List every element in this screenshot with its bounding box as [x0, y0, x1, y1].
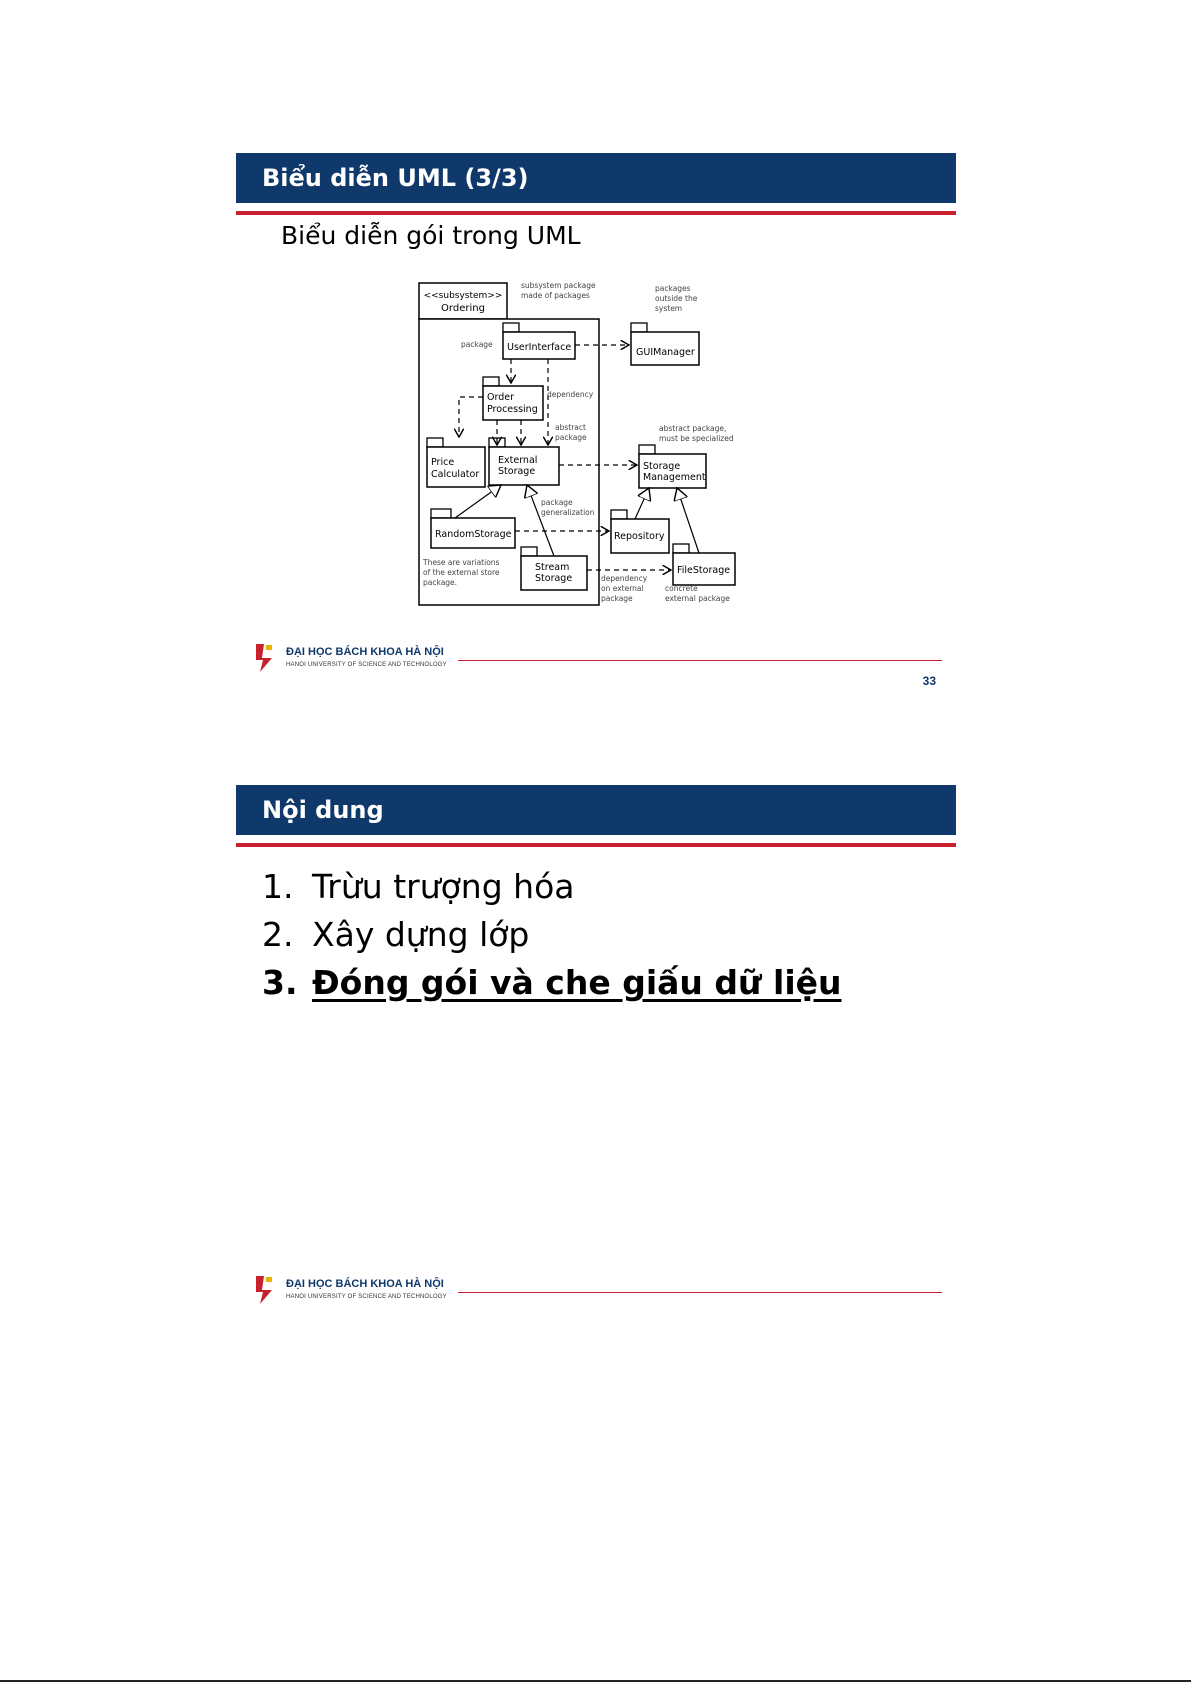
svg-text:abstract: abstract [555, 423, 586, 432]
package-storage-management [639, 445, 706, 488]
slide-title: Biểu diễn UML (3/3) [236, 153, 956, 203]
agenda-item: 1. Trừu trượng hóa [262, 867, 575, 906]
svg-text:Calculator: Calculator [431, 469, 480, 480]
university-logo-icon [254, 1274, 276, 1306]
svg-text:Price: Price [431, 457, 455, 468]
footer-divider [458, 660, 942, 661]
package-guimanager [631, 323, 699, 365]
package-filestorage [673, 544, 735, 585]
university-name-en: HANOI UNIVERSITY OF SCIENCE AND TECHNOLOGY [286, 1294, 447, 1300]
subsystem-name: Ordering [441, 303, 485, 314]
agenda-list [262, 863, 842, 1007]
slide-agenda [236, 785, 956, 1345]
slide-33 [236, 153, 956, 713]
svg-text:external package: external package [665, 594, 730, 603]
svg-text:Storage: Storage [535, 573, 573, 584]
svg-text:made of packages: made of packages [521, 291, 590, 300]
svg-text:package.: package. [423, 578, 458, 587]
university-name: ĐẠI HỌC BÁCH KHOA HÀ NỘI [286, 1278, 444, 1290]
svg-text:dependency: dependency [547, 390, 594, 399]
svg-text:subsystem package: subsystem package [521, 281, 596, 290]
uml-package-diagram [393, 273, 753, 633]
svg-text:must be specialized: must be specialized [659, 434, 734, 443]
university-name: ĐẠI HỌC BÁCH KHOA HÀ NỘI [286, 646, 444, 658]
svg-text:Repository: Repository [614, 531, 665, 542]
svg-text:package: package [461, 340, 493, 349]
svg-text:Storage: Storage [498, 466, 536, 477]
slide-subtitle: Biểu diễn gói trong UML [281, 221, 581, 250]
svg-text:RandomStorage: RandomStorage [435, 529, 512, 540]
svg-text:External: External [498, 455, 538, 466]
title-divider [236, 843, 956, 847]
svg-text:on external: on external [601, 584, 644, 593]
svg-text:package: package [601, 594, 633, 603]
svg-text:FileStorage: FileStorage [677, 565, 731, 576]
page-bottom-rule [0, 1680, 1191, 1682]
slide-title: Nội dung [236, 785, 956, 835]
svg-text:Processing: Processing [487, 404, 538, 415]
svg-text:These are variations: These are variations [423, 558, 500, 567]
svg-text:dependency: dependency [601, 574, 648, 583]
package-repository [611, 510, 669, 553]
svg-text:UserInterface: UserInterface [507, 342, 572, 353]
svg-text:package: package [541, 498, 573, 507]
svg-text:Storage: Storage [643, 461, 681, 472]
svg-text:GUIManager: GUIManager [636, 347, 695, 358]
agenda-item-current: 3. Đóng gói và che giấu dữ liệu [262, 963, 842, 1002]
footer-divider [458, 1292, 942, 1293]
university-name-en: HANOI UNIVERSITY OF SCIENCE AND TECHNOLOGY [286, 662, 447, 668]
svg-text:packages: packages [655, 284, 691, 293]
svg-text:Management: Management [643, 472, 706, 483]
university-logo-icon [254, 642, 276, 674]
svg-text:Order: Order [487, 392, 514, 403]
agenda-item: 2. Xây dựng lớp [262, 915, 530, 954]
svg-text:generalization: generalization [541, 508, 595, 517]
svg-text:of the external store: of the external store [423, 568, 500, 577]
svg-text:concrete: concrete [665, 584, 698, 593]
subsystem-stereotype: <<subsystem>> [423, 291, 503, 301]
page-number: 33 [922, 674, 936, 688]
svg-text:Stream: Stream [535, 562, 570, 573]
title-divider [236, 211, 956, 215]
svg-text:outside the: outside the [655, 294, 698, 303]
svg-text:package: package [555, 433, 587, 442]
svg-text:abstract package,: abstract package, [659, 424, 727, 433]
svg-text:system: system [655, 304, 683, 313]
